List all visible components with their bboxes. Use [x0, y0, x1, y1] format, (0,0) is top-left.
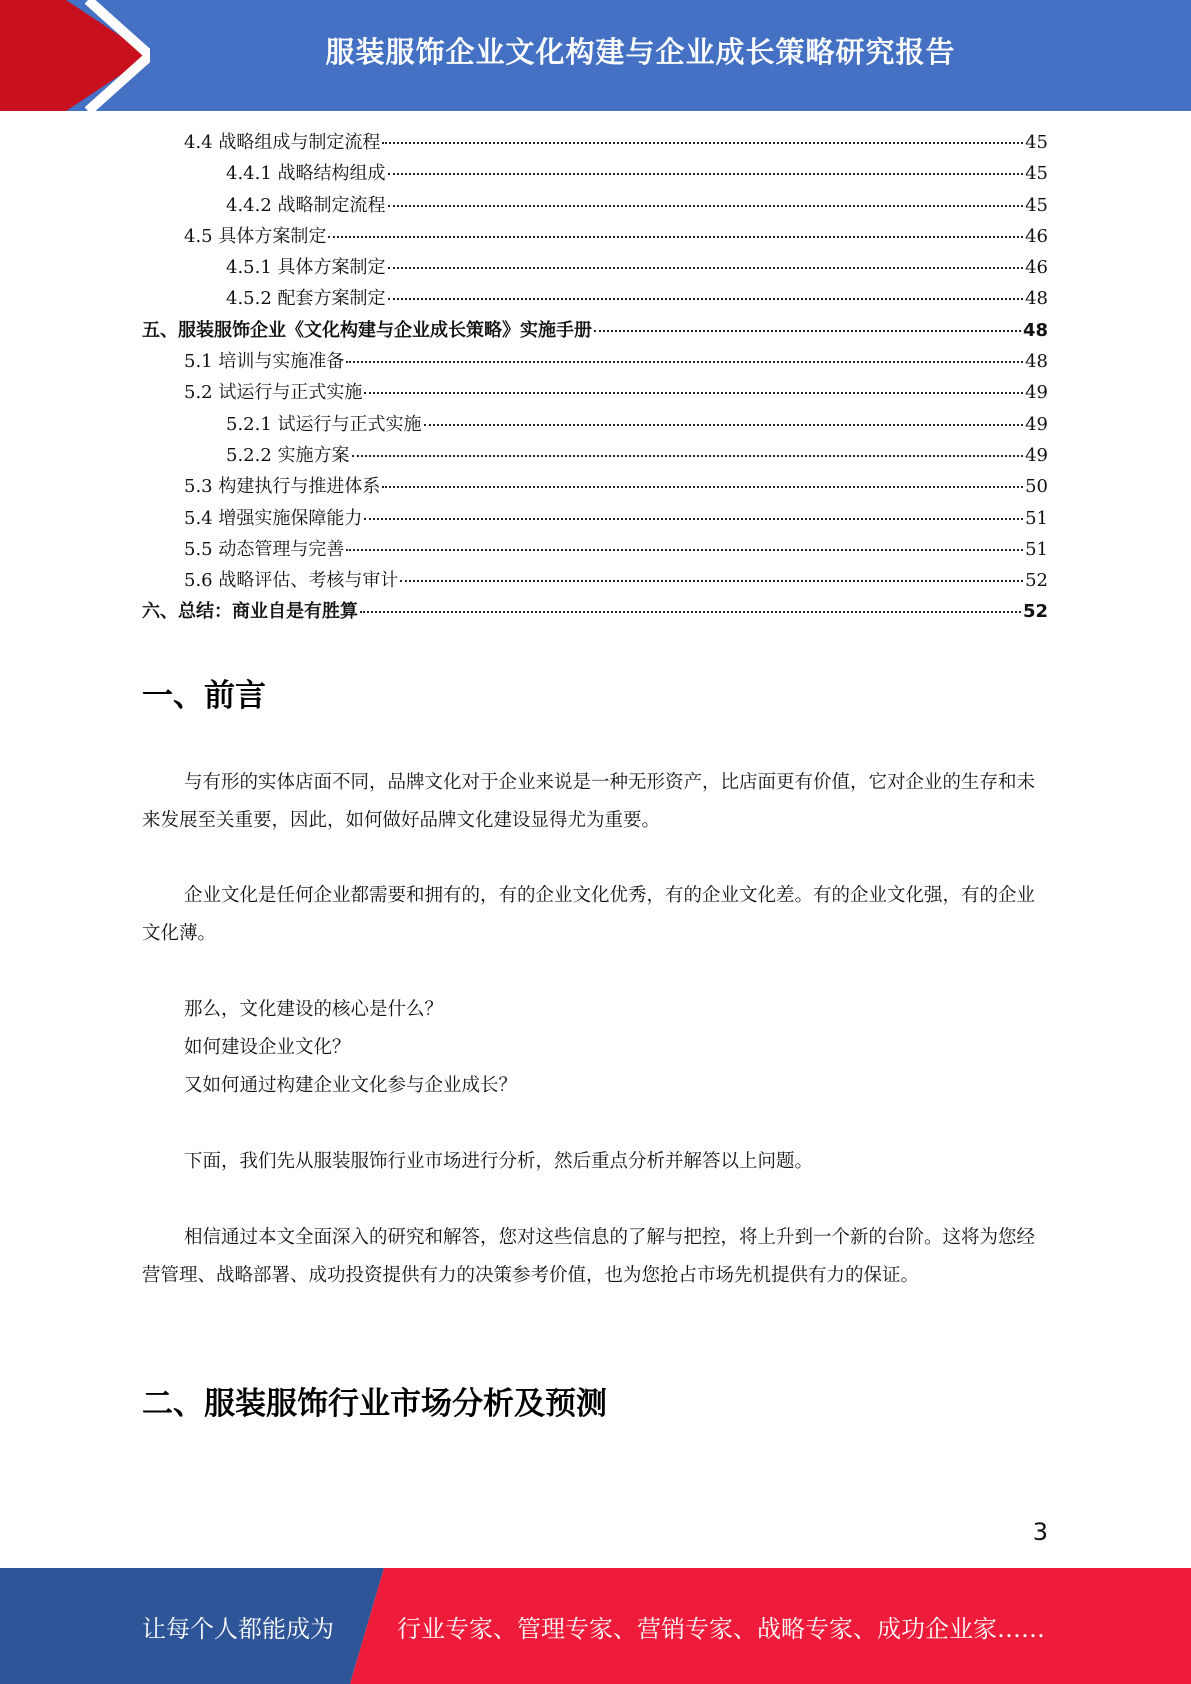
toc-entry-title: 5.4 增强实施保障能力 [184, 507, 363, 529]
toc-dot-leader [424, 424, 1024, 426]
toc-entry-title: 五、服装服饰企业《文化构建与企业成长策略》实施手册 [142, 319, 592, 341]
question-line: 又如何通过构建企业文化参与企业成长？ [184, 1075, 518, 1096]
toc-entry-page: 49 [1025, 382, 1048, 404]
paragraph: 下面，我们先从服装服饰行业市场进行分析，然后重点分析并解答以上问题。 [184, 1151, 814, 1172]
toc-dot-leader [594, 330, 1021, 332]
toc-entry-title: 4.5 具体方案制定 [184, 225, 327, 247]
toc-entry[interactable] [142, 440, 1048, 471]
toc-dot-leader [400, 580, 1023, 582]
toc-entry-title: 5.3 构建执行与推进体系 [184, 476, 381, 498]
toc-entry[interactable] [142, 534, 1048, 565]
toc-entry-title: 4.4.2 战略制定流程 [226, 194, 386, 216]
toc-entry-title: 5.2.2 实施方案 [226, 444, 350, 466]
toc-entry[interactable] [142, 127, 1048, 158]
paragraph: 相信通过本文全面深入的研究和解答，您对这些信息的了解与把控，将上升到一个新的台阶。这将为您经营管理、战略部署、成功投资提供有力的决策参考价值，也为您抢占市场先机提供有力的保证。 [142, 1227, 1036, 1286]
paragraph: 企业文化是任何企业都需要和拥有的，有的企业文化优秀，有的企业文化差。有的企业文化强，有的企业文化薄。 [142, 885, 1036, 944]
page-footer [0, 1568, 1191, 1684]
toc-entry[interactable] [142, 158, 1048, 189]
toc-dot-leader [360, 611, 1021, 613]
toc-dot-leader [346, 549, 1023, 551]
toc-dot-leader [388, 298, 1024, 300]
toc-entry-title: 4.5.1 具体方案制定 [226, 257, 386, 279]
toc-dot-leader [346, 361, 1023, 363]
toc-entry-page: 52 [1025, 570, 1048, 592]
question-line: 如何建设企业文化？ [184, 1037, 351, 1058]
toc-entry[interactable] [142, 377, 1048, 408]
toc-entry-page: 48 [1025, 288, 1048, 310]
toc-entry-title: 4.4 战略组成与制定流程 [184, 132, 381, 153]
toc-entry-page: 51 [1025, 538, 1048, 560]
header-red-arrow [0, 0, 150, 111]
toc-entry-title: 5.5 动态管理与完善 [184, 538, 345, 560]
toc-entry-page: 50 [1025, 476, 1048, 498]
toc-entry-page: 45 [1025, 132, 1048, 153]
toc-entry-title: 5.2.1 试运行与正式实施 [226, 413, 422, 435]
toc-entry-page: 49 [1025, 413, 1048, 435]
toc-dot-leader [388, 173, 1024, 175]
toc-dot-leader [382, 142, 1023, 144]
toc-entry[interactable] [142, 565, 1048, 596]
section-heading-market-analysis: 二、服装服饰行业市场分析及预测 [142, 1386, 607, 1422]
toc-dot-leader [382, 486, 1023, 488]
toc-dot-leader [328, 236, 1023, 238]
footer-slogan-right: 行业专家、管理专家、营销专家、战略专家、成功企业家…… [397, 1614, 1045, 1643]
toc-entry[interactable] [142, 409, 1048, 440]
toc-dot-leader [364, 518, 1023, 520]
toc-entry-page: 52 [1022, 601, 1048, 623]
toc-entry-page: 48 [1025, 351, 1048, 373]
report-title: 服装服饰企业文化构建与企业成长策略研究报告 [325, 34, 956, 69]
toc-entry-title: 5.6 战略评估、考核与审计 [184, 570, 399, 592]
footer-slogan-left: 让每个人都能成为 [142, 1614, 334, 1643]
toc-entry-title: 4.4.1 战略结构组成 [226, 163, 386, 185]
toc-entry-page: 49 [1025, 444, 1048, 466]
toc-entry[interactable] [142, 283, 1048, 314]
toc-entry-page: 48 [1022, 319, 1048, 341]
toc-entry[interactable] [142, 346, 1048, 377]
page-number: 3 [1032, 1518, 1048, 1546]
toc-dot-leader [364, 392, 1023, 394]
toc-entry[interactable] [142, 221, 1048, 252]
toc-entry-title: 六、总结：商业自是有胜算 [142, 601, 358, 623]
toc-entry-page: 45 [1025, 163, 1048, 185]
toc-dot-leader [388, 205, 1024, 207]
section-heading-preface: 一、前言 [142, 678, 266, 714]
toc-entry[interactable] [142, 596, 1048, 627]
toc-entry[interactable] [142, 471, 1048, 502]
toc-entry-page: 45 [1025, 194, 1048, 216]
toc-entry-page: 46 [1025, 257, 1048, 279]
table-of-contents [142, 127, 1048, 628]
question-line: 那么，文化建设的核心是什么？ [184, 999, 444, 1020]
toc-entry-title: 4.5.2 配套方案制定 [226, 288, 386, 310]
toc-entry-title: 5.2 试运行与正式实施 [184, 382, 363, 404]
toc-dot-leader [388, 267, 1024, 269]
page-header [0, 0, 1191, 111]
toc-entry[interactable] [142, 252, 1048, 283]
toc-entry[interactable] [142, 315, 1048, 346]
toc-entry-page: 46 [1025, 225, 1048, 247]
toc-entry[interactable] [142, 503, 1048, 534]
toc-entry-page: 51 [1025, 507, 1048, 529]
toc-dot-leader [352, 455, 1024, 457]
toc-entry[interactable] [142, 190, 1048, 221]
paragraph: 与有形的实体店面不同，品牌文化对于企业来说是一种无形资产，比店面更有价值，它对企业的生存和未来发展至关重要，因此，如何做好品牌文化建设显得尤为重要。 [142, 772, 1036, 831]
toc-entry-title: 5.1 培训与实施准备 [184, 351, 345, 373]
